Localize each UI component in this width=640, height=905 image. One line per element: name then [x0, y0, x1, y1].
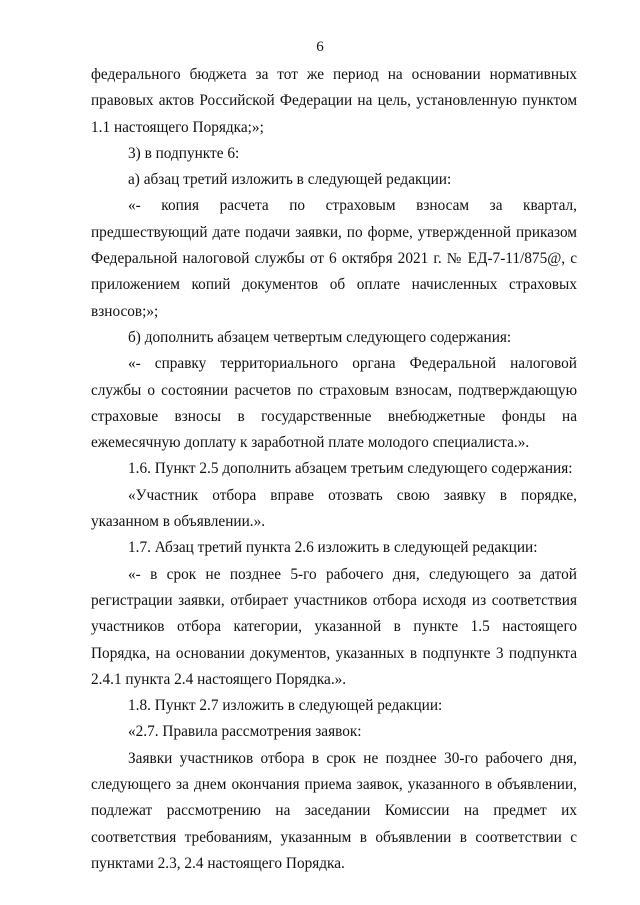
- paragraph-item-1-8: 1.8. Пункт 2.7 изложить в следующей редакции:: [128, 697, 443, 715]
- paragraph-rules-heading: «2.7. Правила рассмотрения заявок:: [128, 723, 362, 741]
- paragraph-quote-withdraw: «Участник отбора вправе отозвать свою заявку в порядке, указанном в объявлении.».: [91, 486, 577, 531]
- paragraph-subpoint-3: 3) в подпункте 6:: [128, 144, 240, 162]
- paragraph-item-1-6: 1.6. Пункт 2.5 дополнить абзацем третьим следующего содержания:: [128, 460, 573, 478]
- paragraph-quote-insurance-calc: «- копия расчета по страховым взносам за квартал, предшествующий дате подачи заявки, по форме, утвержденной приказом Федеральной налоговой службы от 6 октября 2021 г. № ЕД-7-11/875@, с приложением копий документов об оплате начисленных страховых взносов;»;: [91, 197, 577, 320]
- page-number: 6: [316, 39, 324, 55]
- paragraph-quote-selection: «- в срок не позднее 5-го рабочего дня, следующего за датой регистрации заявки, отбирает участников отбора исходя из соответствия участников отбора категории, указанной в пункте 1.5 настоящего Порядка, на основании документов, указанных в подпункте 3 подпункта 2.4.1 пункта 2.4 настоящего Порядка.».: [91, 565, 577, 688]
- document-body: [91, 62, 577, 877]
- paragraph-subpoint-a: а) абзац третий изложить в следующей редакции:: [128, 171, 452, 189]
- paragraph-continuation: федерального бюджета за тот же период на основании нормативных правовых актов Российской Федерации на цель, установленную пунктом 1.1 настоящего Порядка;»;: [91, 66, 577, 136]
- paragraph-quote-tax-certificate: «- справку территориального органа Федеральной налоговой службы о состоянии расчетов по страховым взносам, подтверждающую страховые взносы в государственные внебюджетные фонды на ежемесячную доплату к заработной плате молодого специалиста.».: [91, 355, 577, 452]
- paragraph-subpoint-b: б) дополнить абзацем четвертым следующего содержания:: [128, 328, 512, 346]
- paragraph-rules-body: Заявки участников отбора в срок не позднее 30-го рабочего дня, следующего за днем окончания приема заявок, указанного в объявлении, подлежат рассмотрению на заседании Комиссии на предмет их соответствия требованиям, указанным в объявлении в соответствии с пунктами 2.3, 2.4 настоящего Порядка.: [91, 749, 577, 872]
- paragraph-item-1-7: 1.7. Абзац третий пункта 2.6 изложить в следующей редакции:: [128, 539, 538, 557]
